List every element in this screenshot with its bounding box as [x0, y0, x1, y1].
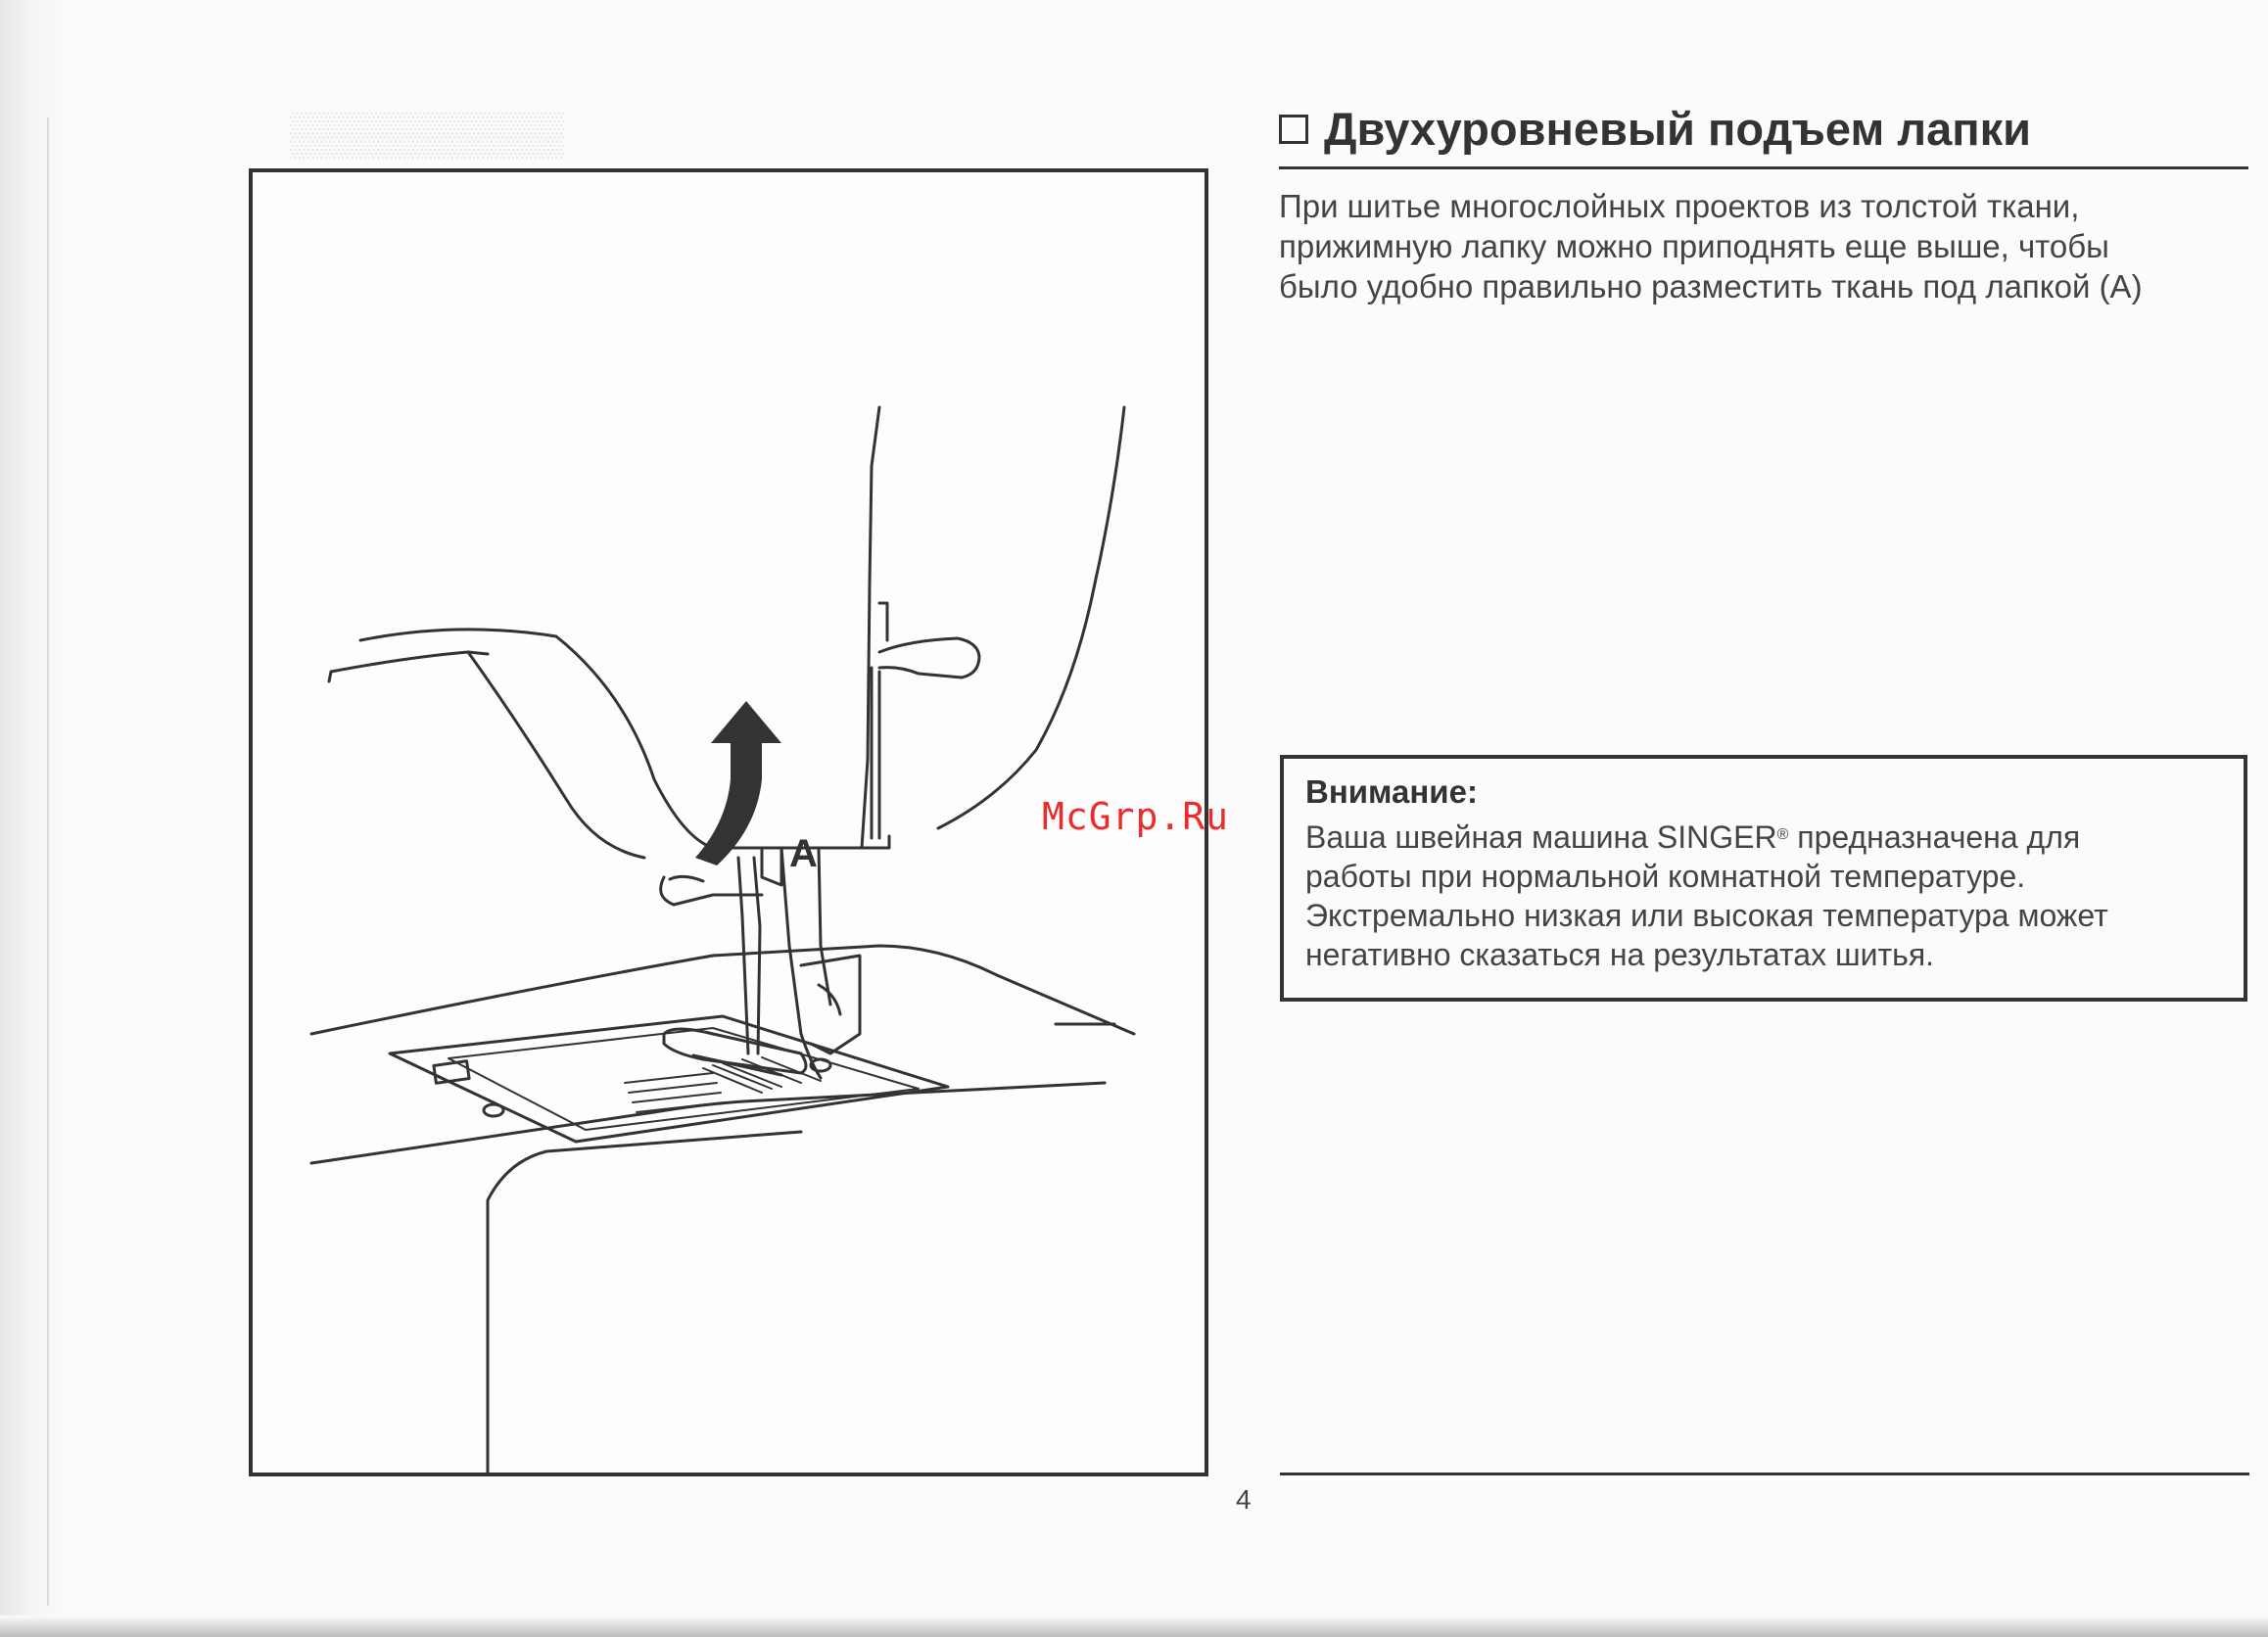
lift-arrow-icon [695, 701, 781, 865]
description-paragraph [1279, 186, 2258, 306]
notice-box [1280, 755, 2247, 1002]
page-number: 4 [1236, 1484, 1252, 1515]
page-edge-bottom [0, 1615, 2268, 1637]
notice-line: работы при нормальной комнатной температуре. [1305, 859, 2026, 894]
checkbox-icon [1279, 115, 1308, 144]
notice-text: предназначена для [1788, 819, 2081, 855]
registered-mark: ® [1776, 826, 1789, 843]
notice-title: Внимание: [1305, 773, 1478, 810]
section-title [1279, 102, 2031, 156]
page-edge-left [0, 0, 69, 1637]
notice-line: негативно сказаться на результатах шитья. [1305, 937, 1935, 972]
bleed-through-text: ▒▒▒▒▒▒▒▒▒ [290, 110, 565, 158]
paragraph-line: прижимную лапку можно приподнять еще выше, чтобы [1279, 228, 2109, 264]
notice-text: Ваша швейная машина SINGER [1305, 819, 1777, 855]
watermark: McGrp.Ru [1042, 795, 1230, 838]
footer-divider [1280, 1473, 2249, 1475]
title-divider [1279, 166, 2248, 169]
paragraph-line: При шитье многослойных проектов из толстой ткани, [1279, 188, 2080, 224]
notice-line: Экстремально низкая или высокая температура может [1305, 898, 2108, 933]
notice-line [1305, 818, 2244, 857]
figure-label: A [789, 832, 818, 875]
section-title-text: Двухуровневый подъем лапки [1324, 103, 2032, 155]
paragraph-line: было удобно правильно разместить ткань под лапкой (А) [1279, 268, 2143, 304]
